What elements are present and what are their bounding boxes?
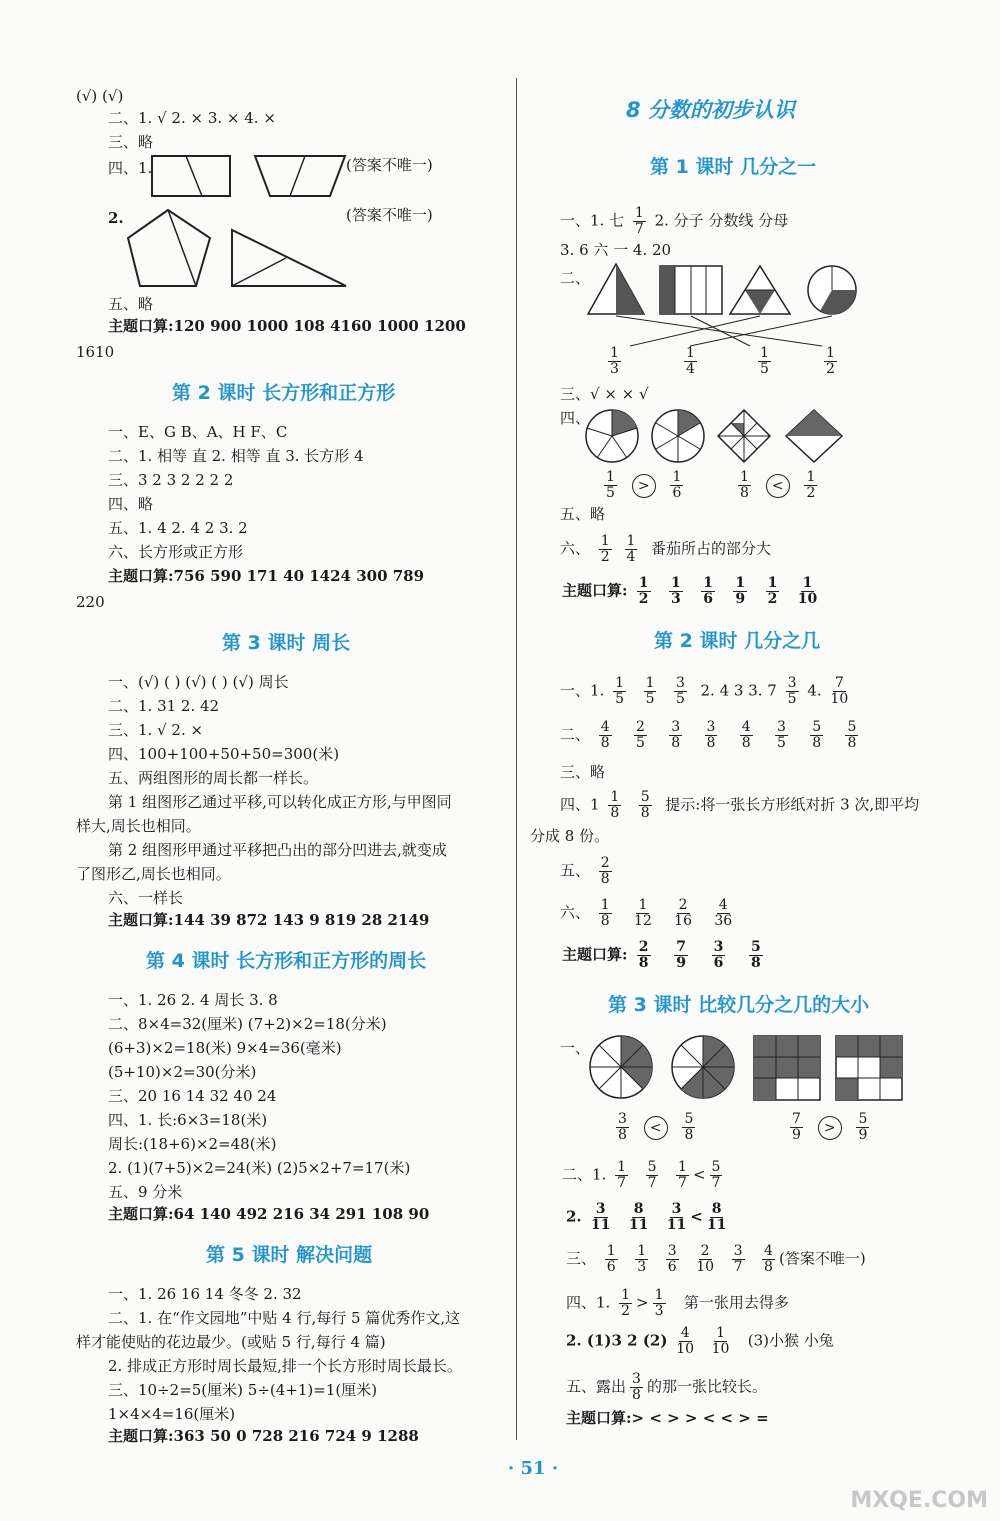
- mental-math-line: 主题口算:756 590 171 40 1424 300 789: [108, 567, 425, 585]
- answer-line: 第 2 组图形甲通过平移把凸出的部分凹进去,就变成: [108, 841, 447, 859]
- mental-math-line: 主题口算: $\frac{2}{8}$ $\frac{7}{9}$ $\frac{3}{6}$ $\frac{5}{8}$: [562, 939, 761, 971]
- pentagon-triangle-figures: [126, 208, 356, 292]
- answer-line: 六、长方形或正方形: [108, 543, 244, 561]
- answer-line: 3. 6 六 一 4. 20: [560, 241, 672, 259]
- answer-line: 四、1 $\frac{1}{8}$ $\frac{5}{8}$ 提示:将一张长方形纸对折 3 次,即平均: [560, 789, 920, 821]
- answer-note: (答案不唯一): [346, 206, 433, 224]
- answer-line: 1610: [76, 343, 115, 361]
- answer-line: 1×4×4=16(厘米): [108, 1405, 236, 1423]
- comparison: $\frac{1}{5}$ > $\frac{1}{6}$: [606, 469, 682, 501]
- answer-line: (√) (√): [76, 87, 124, 105]
- answer-line: 2. 排成正方形时周长最短,排一个长方形时周长最长。: [108, 1357, 462, 1375]
- answer-line: 三、略: [108, 133, 154, 151]
- answer-line: 二、1. $\frac{1}{7}$ $\frac{5}{7}$ $\frac{1}{7}$ < $\frac{5}{7}$: [562, 1159, 721, 1191]
- fraction-label: $\frac{1}{5}$: [760, 345, 769, 377]
- answer-line: 四、1.: [108, 159, 153, 177]
- answer-line: 分成 8 份。: [530, 827, 610, 845]
- answer-line: 220: [76, 593, 105, 611]
- answer-note: (答案不唯一): [346, 156, 433, 174]
- answer-line: 六、 $\frac{1}{8}$ $\frac{1}{12}$ $\frac{2}{16}$ $\frac{4}{36}$: [560, 897, 733, 929]
- answer-line: 二、8×4=32(厘米) (7+2)×2=18(分米): [108, 1015, 387, 1033]
- lesson-heading: 第 2 课时 长方形和正方形: [172, 382, 396, 404]
- answer-line: 一、1. 七 $\frac{1}{7}$ 2. 分子 分数线 分母: [560, 205, 789, 237]
- comparison: $\frac{1}{8}$ < $\frac{1}{2}$: [740, 469, 816, 501]
- answer-line: 一、1. $\frac{1}{5}$ $\frac{1}{5}$ $\frac{3}{5}$ 2. 4 3 3. 7 $\frac{3}{5}$ 4. $\frac{7}{10}$: [560, 675, 849, 707]
- answer-line: 二、1. 在“作文园地”中贴 4 行,每行 5 篇优秀作文,这: [108, 1309, 461, 1327]
- answer-line: 五、略: [560, 505, 606, 523]
- lesson-heading: 第 1 课时 几分之一: [650, 156, 817, 178]
- page-number: · 51 ·: [508, 1458, 559, 1479]
- answer-line: 二、1. 相等 直 2. 相等 直 3. 长方形 4: [108, 447, 364, 465]
- fraction-comparison-figure: [588, 1034, 906, 1104]
- lesson-heading: 第 3 课时 周长: [222, 632, 351, 654]
- answer-line: 一、1. 26 2. 4 周长 3. 8: [108, 991, 278, 1009]
- column-divider: [516, 78, 517, 1440]
- fraction: $\frac{1}{7}$: [634, 205, 644, 237]
- answer-line: 一、E、G B、A、H F、C: [108, 423, 288, 441]
- answer-line: 五、露出 $\frac{3}{8}$ 的那一张比较长。: [566, 1371, 767, 1403]
- comparison: $\frac{7}{9}$ > $\frac{5}{9}$: [792, 1111, 868, 1143]
- answer-line: 三、1. √ 2. ×: [108, 721, 204, 739]
- answer-line: 四、1. $\frac{1}{2}$ > $\frac{1}{3}$ 第一张用去得多: [566, 1287, 789, 1319]
- fraction-label: $\frac{1}{3}$: [610, 345, 619, 377]
- answer-line: 三、 $\frac{1}{6}$ $\frac{1}{3}$ $\frac{3}{6}$ $\frac{2}{10}$ $\frac{3}{7}$ $\frac{4}{8}$ (答案不唯一): [566, 1243, 866, 1275]
- answer-line: 五、 $\frac{2}{8}$: [560, 855, 610, 887]
- answer-line: (5+10)×2=30(分米): [108, 1063, 257, 1081]
- answer-line: 五、两组图形的周长都一样长。: [108, 769, 319, 787]
- answer-line: 六、一样长: [108, 889, 184, 907]
- answer-line: 二、: [560, 269, 591, 287]
- answer-line: 六、 $\frac{1}{2}$ $\frac{1}{4}$ 番茄所占的部分大: [560, 533, 771, 565]
- answer-line: 三、√ × × √: [560, 385, 649, 403]
- answer-line: 五、略: [108, 295, 154, 313]
- answer-line: (6+3)×2=18(米) 9×4=36(毫米): [108, 1039, 342, 1057]
- lesson-heading: 第 5 课时 解决问题: [206, 1244, 373, 1266]
- answer-line: 样才能使贴的花边最少。(或贴 5 行,每行 4 篇): [76, 1333, 386, 1351]
- answer-line: 2.: [108, 209, 124, 227]
- mental-math-line: 主题口算:64 140 492 216 34 291 108 90: [108, 1205, 430, 1223]
- mental-math-line: 主题口算:120 900 1000 108 4160 1000 1200: [108, 317, 466, 335]
- answer-line: 四、100+100+50+50=300(米): [108, 745, 340, 763]
- mental-math-line: 主题口算:363 50 0 728 216 724 9 1288: [108, 1427, 419, 1445]
- answer-line: 四、略: [108, 495, 154, 513]
- answer-line: 2. (1)3 2 (2) $\frac{4}{10}$ $\frac{1}{10}$ (3)小猴 小兔: [566, 1325, 834, 1357]
- fraction-circles-figure: [584, 408, 846, 464]
- answer-line: 一、1. 26 16 14 冬冬 2. 32: [108, 1285, 302, 1303]
- answer-line: 二、 $\frac{4}{8}$ $\frac{2}{5}$ $\frac{3}{8}$ $\frac{3}{8}$ $\frac{4}{8}$ $\frac{3}{5}$ $\frac{5}{8}$ $\frac{5}{8}$: [560, 719, 857, 751]
- lesson-heading: 第 4 课时 长方形和正方形的周长: [146, 950, 427, 972]
- answer-line: 五、1. 4 2. 4 2 3. 2: [108, 519, 248, 537]
- fraction-label: $\frac{1}{2}$: [826, 345, 835, 377]
- answer-line: 三、10÷2=5(厘米) 5÷(4+1)=1(厘米): [108, 1381, 378, 1399]
- answer-line: 五、9 分米: [108, 1183, 183, 1201]
- fraction-label: $\frac{1}{4}$: [686, 345, 695, 377]
- mental-math-line: 主题口算: $\frac{1}{2}$ $\frac{1}{3}$ $\frac{1}{6}$ $\frac{1}{9}$ $\frac{1}{2}$ $\frac{1}{10}$: [562, 575, 818, 607]
- mental-math-line: 主题口算:> < > > < < > =: [566, 1409, 769, 1427]
- answer-line: 周长:(18+6)×2=48(米): [108, 1135, 277, 1153]
- answer-line: 第 1 组图形乙通过平移,可以转化成正方形,与甲图同: [108, 793, 452, 811]
- mental-math-line: 主题口算:144 39 872 143 9 819 28 2149: [108, 911, 430, 929]
- lesson-heading: 第 2 课时 几分之几: [654, 630, 821, 652]
- answer-line: 四、1. 长:6×3=18(米): [108, 1111, 268, 1129]
- answer-line: 2. (1)(7+5)×2=24(米) (2)5×2+7=17(米): [108, 1159, 411, 1177]
- answer-line: 了图形乙,周长也相同。: [76, 865, 231, 883]
- answer-line: 一、: [560, 1039, 591, 1057]
- watermark: MXQE.COM: [850, 1488, 988, 1513]
- lesson-heading: 第 3 课时 比较几分之几的大小: [608, 994, 870, 1016]
- answer-line: 四、: [560, 409, 591, 427]
- answer-line: 一、(√) ( ) (√) ( ) (√) 周长: [108, 673, 289, 691]
- answer-line: 三、略: [560, 763, 606, 781]
- answer-line: 三、20 16 14 32 40 24: [108, 1087, 277, 1105]
- answer-line: 样大,周长也相同。: [76, 817, 201, 835]
- answer-line: 2. $\frac{3}{11}$ $\frac{8}{11}$ $\frac{3}{11}$ < $\frac{8}{11}$: [566, 1201, 727, 1233]
- answer-line: 二、1. √ 2. × 3. × 4. ×: [108, 109, 276, 127]
- comparison: $\frac{3}{8}$ < $\frac{5}{8}$: [618, 1111, 694, 1143]
- chapter-heading: 8 分数的初步认识: [626, 98, 795, 122]
- answer-line: 二、1. 31 2. 42: [108, 697, 220, 715]
- answer-line: 三、3 2 3 2 2 2 2: [108, 471, 234, 489]
- parallelogram-trapezoid-figures: [150, 154, 350, 202]
